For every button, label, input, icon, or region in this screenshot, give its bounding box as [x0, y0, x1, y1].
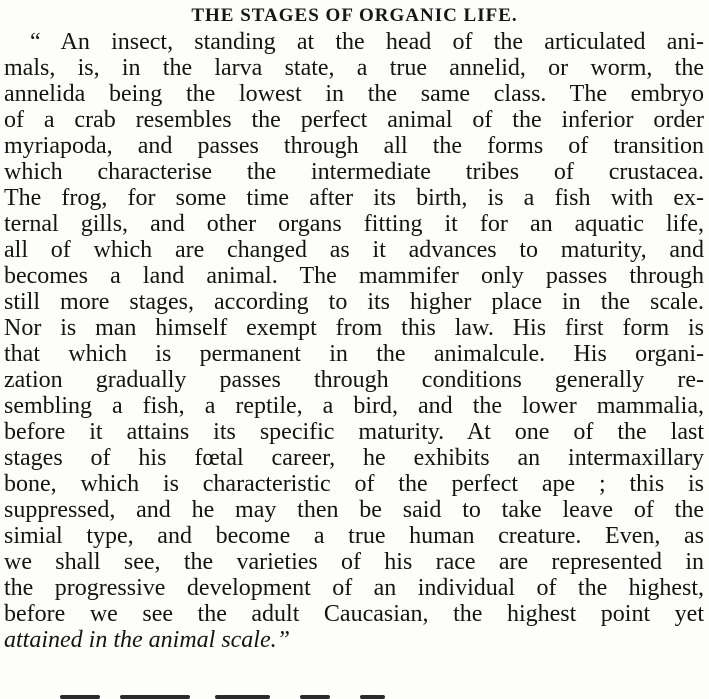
text-line-20: simial type, and become a true human creature. Even, as — [4, 524, 704, 548]
text-line-10: becomes a land animal. The mammifer only passes through — [4, 264, 704, 288]
text-line-4: of a crab resembles the perfect animal of the inferior order — [4, 108, 704, 132]
text-line-12: Nor is man himself exempt from this law. His first form is — [4, 316, 704, 340]
text-line-23: before we see the adult Caucasian, the highest point yet — [4, 602, 704, 626]
text-line-8: ternal gills, and other organs fitting it for an aquatic life, — [4, 212, 704, 236]
next-line-fragment — [0, 691, 709, 699]
text-line-15: sembling a fish, a reptile, a bird, and the lower mammalia, — [4, 394, 704, 418]
text-line-9: all of which are changed as it advances to maturity, and — [4, 238, 704, 262]
text-line-11: still more stages, according to its higher place in the scale. — [4, 290, 704, 314]
text-line-5: myriapoda, and passes through all the forms of transition — [4, 134, 704, 158]
text-line-13: that which is permanent in the animalcule. His organi- — [4, 342, 704, 366]
text-line-2: mals, is, in the larva state, a true annelid, or worm, the — [4, 56, 704, 80]
text-line-21: we shall see, the varieties of his race are represented in — [4, 550, 704, 574]
text-line-22: the progressive development of an individual of the highest, — [4, 576, 704, 600]
text-line-16: before it attains its specific maturity. At one of the last — [4, 420, 704, 444]
text-line-1: “ An insect, standing at the head of the articulated ani- — [30, 30, 704, 54]
text-line-24: attained in the animal scale.” — [4, 628, 290, 652]
text-line-7: The frog, for some time after its birth, is a fish with ex- — [4, 186, 704, 210]
text-line-14: zation gradually passes through conditions generally re- — [4, 368, 704, 392]
text-line-3: annelida being the lowest in the same class. The embryo — [4, 82, 704, 106]
text-line-6: which characterise the intermediate tribes of crustacea. — [4, 160, 704, 184]
article-title: THE STAGES OF ORGANIC LIFE. — [191, 5, 518, 26]
text-line-17: stages of his fœtal career, he exhibits an intermaxillary — [4, 446, 704, 470]
text-line-18: bone, which is characteristic of the perfect ape ; this is — [4, 472, 704, 496]
text-line-19: suppressed, and he may then be said to take leave of the — [4, 498, 704, 522]
